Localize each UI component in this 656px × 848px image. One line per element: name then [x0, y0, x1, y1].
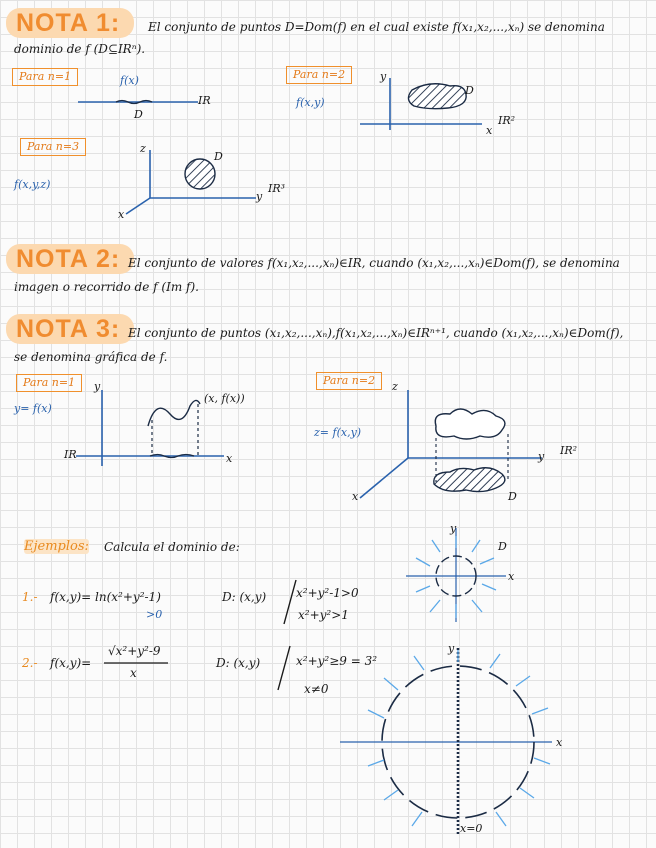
nota3-text-line2: se denomina gráfica de f.: [14, 350, 168, 364]
nota3-case1-point: (x, f(x)): [204, 392, 245, 405]
nota3-case2-box: Para n=2: [316, 372, 382, 390]
nota1-case3-D: D: [214, 150, 223, 163]
nota3-case2-D: D: [508, 490, 517, 503]
nota1-case3-box: Para n=3: [20, 138, 86, 156]
nota1-case1-IR: IR: [198, 94, 211, 107]
ex2-denominator: x: [130, 666, 137, 680]
ex2-lhs: f(x,y)=: [50, 656, 92, 670]
ex2-graph-x: x: [556, 736, 563, 749]
nota1-badge: NOTA 1:: [6, 8, 134, 38]
nota1-case3-x: x: [118, 208, 125, 221]
ex2-number: 2.-: [22, 656, 38, 670]
nota3-text-line1: El conjunto de puntos (x₁,x₂,...,xₙ),f(x₁,x₂,...,xₙ)∈IRⁿ⁺¹, cuando (x₁,x₂,...,xₙ)∈Dom(f),: [128, 326, 624, 340]
ex1-graph-y: y: [450, 522, 457, 535]
nota1-case2-x: x: [486, 124, 493, 137]
nota1-text-line2: dominio de f (D⊆IRⁿ).: [14, 42, 146, 56]
nota3-case1-x: x: [226, 452, 233, 465]
ex2-condition2: x≠0: [304, 682, 329, 696]
ejemplos-title: Ejemplos:: [24, 539, 89, 554]
ex2-graph-x0: x=0: [460, 822, 483, 835]
nota1-case1-fx: f(x): [120, 74, 139, 87]
nota3-case1-y: y: [94, 380, 101, 393]
nota1-case2-IR2: IR²: [498, 114, 516, 127]
nota1-case1-D: D: [134, 108, 143, 121]
ex1-graph-D: D: [498, 540, 507, 553]
ex1-condition2: x²+y²>1: [298, 608, 349, 622]
ex2-condition1: x²+y²≥9 = 3²: [296, 654, 378, 668]
ex2-divider: [274, 646, 294, 696]
ex1-number: 1.-: [22, 590, 38, 604]
ex2-graph: [340, 648, 580, 838]
nota1-case2-fxy: f(x,y): [296, 96, 325, 109]
nota2-text-line2: imagen o recorrido de f (Im f).: [14, 280, 199, 294]
nota1-case2-y: y: [380, 70, 387, 83]
ex1-under-label: >0: [146, 608, 163, 621]
ex1-domain-label: D: (x,y): [222, 590, 267, 604]
ex1-function: f(x,y)= ln(x²+y²-1): [50, 590, 161, 604]
nota3-case2-IR2: IR²: [560, 444, 578, 457]
ex2-numerator: √x²+y²-9: [108, 644, 161, 658]
ex1-condition1: x²+y²-1>0: [296, 586, 359, 600]
nota3-badge: NOTA 3:: [6, 314, 134, 344]
nota1-case1-diagram: [78, 94, 208, 124]
nota3-case1-box: Para n=1: [16, 374, 82, 392]
nota1-case2-box: Para n=2: [286, 66, 352, 84]
nota2-badge: NOTA 2:: [6, 244, 134, 274]
nota1-case3-fxyz: f(x,y,z): [14, 178, 51, 191]
ex2-domain-label: D: (x,y): [216, 656, 261, 670]
nota3-case2-x: x: [352, 490, 359, 503]
ex1-graph-x: x: [508, 570, 515, 583]
nota1-case3-diagram: [120, 150, 263, 220]
nota1-case3-IR3: IR³: [268, 182, 286, 195]
ex2-graph-y: y: [448, 642, 455, 655]
nota3-case2-y: y: [538, 450, 545, 463]
ex2-fraction-bar: [104, 662, 174, 666]
nota3-case1-eq: y= f(x): [14, 402, 52, 415]
nota1-case3-y: y: [256, 190, 263, 203]
nota3-case2-diagram: [350, 390, 550, 510]
ex1-graph: [400, 528, 510, 628]
nota1-case2-D: D: [465, 84, 474, 97]
nota2-text-line1: El conjunto de valores f(x₁,x₂,...,xₙ)∈IR, cuando (x₁,x₂,...,xₙ)∈Dom(f), se denomina: [128, 256, 620, 270]
nota3-case2-eq: z= f(x,y): [314, 426, 362, 439]
nota3-case1-IR: IR: [64, 448, 77, 461]
ejemplos-text: Calcula el dominio de:: [104, 540, 240, 554]
nota3-case2-z: z: [392, 380, 398, 393]
nota1-case3-z: z: [140, 142, 146, 155]
nota1-case1-box: Para n=1: [12, 68, 78, 86]
nota1-text-line1: El conjunto de puntos D=Dom(f) en el cual existe f(x₁,x₂,...,xₙ) se denomina: [148, 20, 605, 34]
